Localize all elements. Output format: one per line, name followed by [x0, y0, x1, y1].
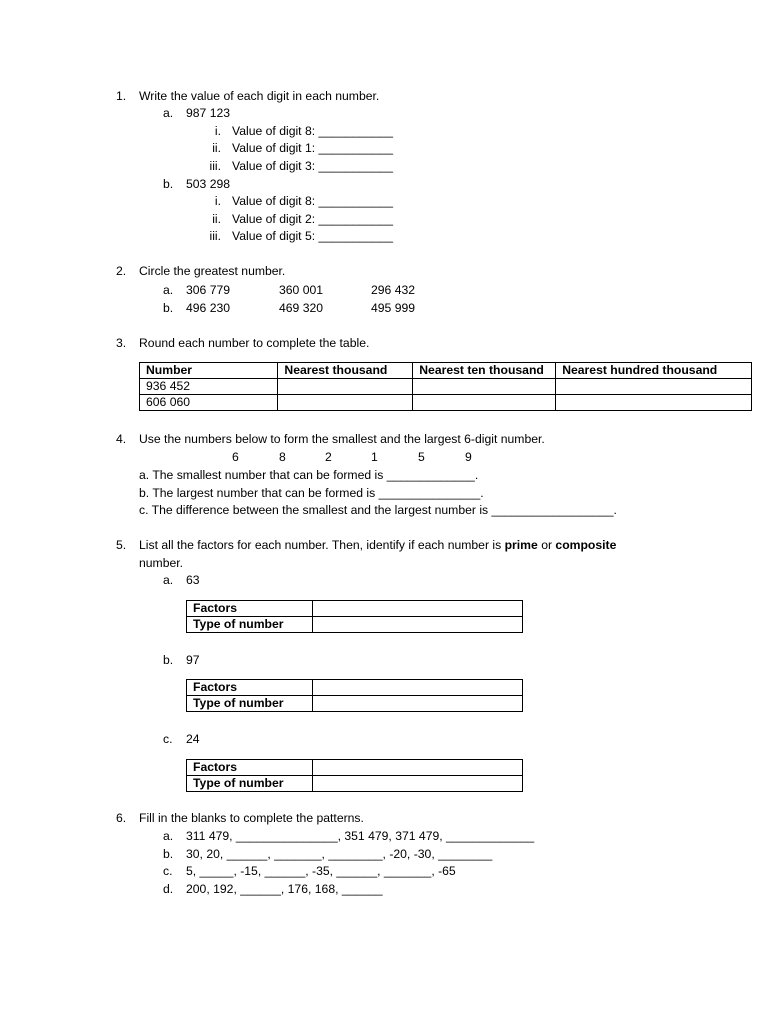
q1a-i-text: Value of digit 8: ___________: [232, 124, 394, 138]
q4-text: Use the numbers below to form the smallest and the largest 6-digit number.: [139, 432, 545, 446]
factors-label: Factors: [187, 601, 313, 617]
table-row: [187, 617, 523, 633]
q6-number: 6.: [116, 811, 127, 825]
q1a-ii-roman: ii.: [212, 141, 221, 155]
q2-text: Circle the greatest number.: [139, 264, 286, 278]
prime-keyword: prime: [504, 538, 538, 552]
q1b-iii-text: Value of digit 5: ___________: [232, 229, 394, 243]
q1b-ii-text: Value of digit 2: ___________: [232, 212, 394, 226]
q5c-label: c.: [163, 732, 173, 746]
answer-cell[interactable]: [556, 395, 752, 411]
answer-cell[interactable]: [312, 601, 522, 617]
answer-cell[interactable]: [312, 617, 522, 633]
q2a-n1: 306 779: [186, 283, 231, 297]
answer-cell[interactable]: [413, 395, 556, 411]
table-row: [187, 776, 523, 792]
q6c-pattern: 5, _____, -15, ______, -35, ______, _______, -65: [186, 864, 456, 878]
q2a-label: a.: [163, 283, 174, 297]
answer-cell[interactable]: [278, 379, 413, 395]
header-nearest-hundred-thousand: Nearest hundred thousand: [556, 363, 752, 379]
q5-text: List all the factors for each number. Then, identify if each number is: [139, 538, 502, 552]
q6d-label: d.: [163, 882, 174, 896]
table-row: [187, 696, 523, 712]
q1b-i-roman: i.: [214, 194, 221, 208]
q5-text-line2: number.: [139, 556, 184, 570]
q1b-iii-roman: iii.: [209, 229, 221, 243]
q4-number: 4.: [116, 432, 127, 446]
q3-number: 3.: [116, 336, 127, 350]
q2-number: 2.: [116, 264, 127, 278]
factors-table-c: [186, 759, 523, 792]
q1b-label: b.: [163, 177, 174, 191]
table-row: [187, 601, 523, 617]
q5-text-line1: [139, 537, 616, 553]
q1a-number: 987 123: [186, 106, 231, 120]
answer-cell[interactable]: [312, 680, 522, 696]
q1-number: 1.: [116, 89, 127, 103]
q1b-i-text: Value of digit 8: ___________: [232, 194, 394, 208]
row-number-cell: 606 060: [140, 395, 278, 411]
table-header-row: [140, 363, 752, 379]
q6d-pattern: 200, 192, ______, 176, 168, ______: [186, 882, 383, 896]
header-number: Number: [140, 363, 278, 379]
answer-cell[interactable]: [413, 379, 556, 395]
table-row: [140, 379, 752, 395]
factors-table-a: [186, 600, 523, 633]
q1a-iii-text: Value of digit 3: ___________: [232, 159, 394, 173]
table-row: [140, 395, 752, 411]
digit: 8: [279, 450, 286, 464]
q2b-n1: 496 230: [186, 301, 231, 315]
q1a-label: a.: [163, 106, 174, 120]
digit: 1: [371, 450, 378, 464]
header-nearest-ten-thousand: Nearest ten thousand: [413, 363, 556, 379]
q4c-text: c. The difference between the smallest and the largest number is __________________.: [139, 503, 617, 517]
digit: 5: [418, 450, 425, 464]
q5-number: 5.: [116, 538, 127, 552]
or-word: or: [541, 538, 553, 552]
q5a-label: a.: [163, 573, 174, 587]
digit: 6: [232, 450, 239, 464]
table-row: [187, 680, 523, 696]
q1b-ii-roman: ii.: [212, 212, 221, 226]
q2b-n3: 495 999: [371, 301, 416, 315]
q1a-i-roman: i.: [214, 124, 221, 138]
q2a-n3: 296 432: [371, 283, 416, 297]
rounding-table: [139, 362, 752, 411]
type-label: Type of number: [187, 696, 313, 712]
type-label: Type of number: [187, 617, 313, 633]
answer-cell[interactable]: [278, 395, 413, 411]
composite-keyword: composite: [555, 538, 617, 552]
q6b-label: b.: [163, 847, 174, 861]
factors-table-b: [186, 679, 523, 712]
factors-label: Factors: [187, 760, 313, 776]
q5b-number: 97: [186, 653, 200, 667]
q2a-n2: 360 001: [279, 283, 324, 297]
digit: 9: [465, 450, 472, 464]
q6a-pattern: 311 479, _______________, 351 479, 371 479, _____________: [186, 829, 535, 843]
q3-text: Round each number to complete the table.: [139, 336, 370, 350]
q1a-ii-text: Value of digit 1: ___________: [232, 141, 394, 155]
q5b-label: b.: [163, 653, 174, 667]
answer-cell[interactable]: [312, 760, 522, 776]
q5a-number: 63: [186, 573, 200, 587]
q4b-text: b. The largest number that can be formed is _______________.: [139, 486, 484, 500]
type-label: Type of number: [187, 776, 313, 792]
q5c-number: 24: [186, 732, 200, 746]
row-number-cell: 936 452: [140, 379, 278, 395]
q4a-text: a. The smallest number that can be formed is _____________.: [139, 468, 479, 482]
q2b-n2: 469 320: [279, 301, 324, 315]
q6a-label: a.: [163, 829, 174, 843]
q6-text: Fill in the blanks to complete the patterns.: [139, 811, 364, 825]
q2b-label: b.: [163, 301, 174, 315]
table-row: [187, 760, 523, 776]
factors-label: Factors: [187, 680, 313, 696]
q1b-number: 503 298: [186, 177, 231, 191]
q6b-pattern: 30, 20, ______, _______, ________, -20, -30, ________: [186, 847, 493, 861]
header-nearest-thousand: Nearest thousand: [278, 363, 413, 379]
digit: 2: [325, 450, 332, 464]
answer-cell[interactable]: [556, 379, 752, 395]
q1-text: Write the value of each digit in each number.: [139, 89, 380, 103]
q6c-label: c.: [163, 864, 173, 878]
q1a-iii-roman: iii.: [209, 159, 221, 173]
answer-cell[interactable]: [312, 696, 522, 712]
answer-cell[interactable]: [312, 776, 522, 792]
